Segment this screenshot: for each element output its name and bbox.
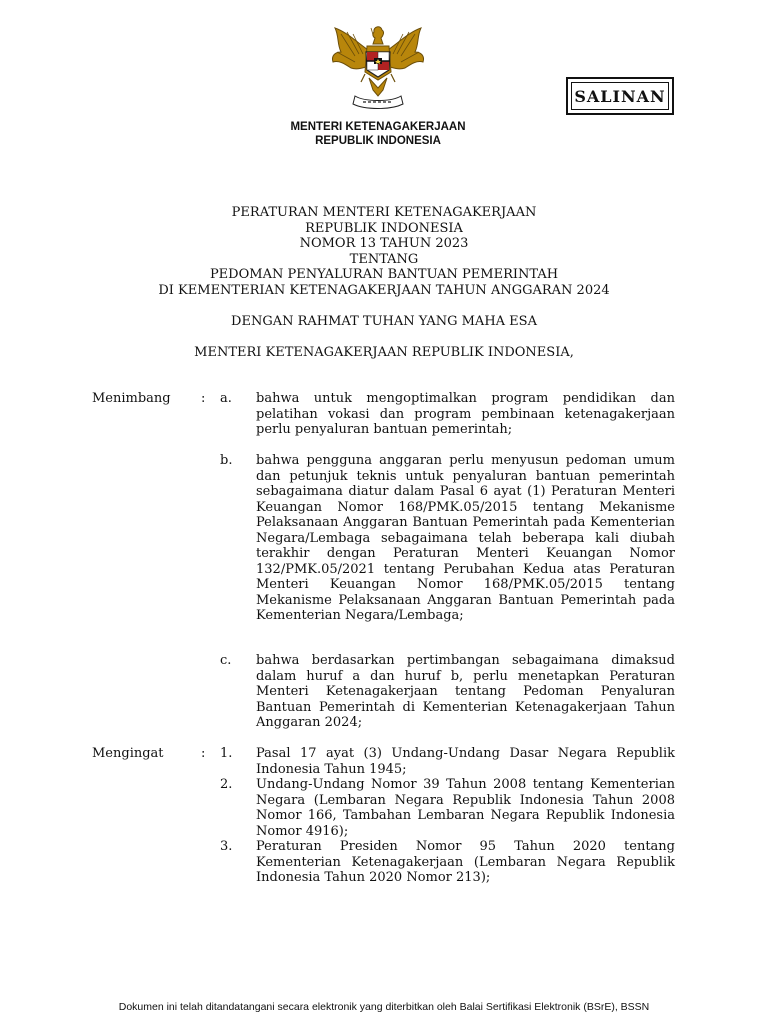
title-line-1: PERATURAN MENTERI KETENAGAKERJAAN bbox=[231, 205, 537, 220]
issuer-line: MENTERI KETENAGAKERJAAN REPUBLIK INDONESIA, bbox=[194, 345, 574, 360]
title-line-6: DI KEMENTERIAN KETENAGAKERJAAN TAHUN ANGGARAN 2024 bbox=[158, 282, 610, 298]
menimbang-item-a: bahwa untuk mengoptimalkan program pendidikan dan pelatihan vokasi dan program pembinaan ketenagakerjaan perlu penyaluran bantuan pemerintah; bbox=[256, 391, 675, 437]
ministry-line-2: REPUBLIK INDONESIA bbox=[315, 135, 441, 147]
mengingat-colon: : bbox=[201, 746, 206, 761]
e-signature-footer: Dokumen ini telah ditandatangani secara elektronik yang diterbitkan oleh Balai Sertifikasi Elektronik (BSrE), BSSN bbox=[118, 1001, 650, 1013]
stamp-text: SALINAN bbox=[574, 86, 666, 106]
menimbang-marker-b: b. bbox=[220, 453, 233, 468]
title-line-4: TENTANG bbox=[349, 251, 419, 267]
mengingat-label: Mengingat bbox=[92, 746, 164, 761]
title-line-3: NOMOR 13 TAHUN 2023 bbox=[299, 236, 469, 251]
mengingat-marker-2: 2. bbox=[220, 777, 233, 792]
menimbang-label: Menimbang bbox=[92, 391, 171, 406]
invocation: DENGAN RAHMAT TUHAN YANG MAHA ESA bbox=[231, 314, 537, 329]
menimbang-item-b: bahwa pengguna anggaran perlu menyusun pedoman umum dan petunjuk teknis untuk penyaluran bantuan pemerintah sebagaimana diatur dalam Pasal 6 ayat (1) Peraturan Menteri Keuangan Nomor 168/PMK.05/2015 tentang Mekanisme Pelaksanaan Anggaran Bantuan Pemerintah pada Kementerian Negara/Lembaga sebagaimana telah beberapa kali diubah terakhir dengan Peraturan Menteri Keuangan Nomor 132/PMK.05/2021 tentang Perubahan Kedua atas Peraturan Menteri Keuangan Nomor 168/PMK.05/2015 tentang Mekanisme Pelaksanaan Anggaran Bantuan Pemerintah pada Kementerian Negara/Lembaga; bbox=[256, 453, 675, 623]
ministry-line-1: MENTERI KETENAGAKERJAAN bbox=[290, 121, 466, 133]
salinan-stamp bbox=[566, 77, 674, 115]
title-line-2: REPUBLIK INDONESIA bbox=[305, 220, 463, 236]
mengingat-item-2: Undang-Undang Nomor 39 Tahun 2008 tentang Kementerian Negara (Lembaran Negara Republik Indonesia Tahun 2008 Nomor 166, Tambahan Lembaran Negara Republik Indonesia Nomor 4916); bbox=[256, 777, 675, 839]
mengingat-item-3: Peraturan Presiden Nomor 95 Tahun 2020 tentang Kementerian Ketenagakerjaan (Lembaran Negara Republik Indonesia Tahun 2020 Nomor 213); bbox=[256, 839, 675, 885]
garuda-emblem-icon bbox=[325, 22, 431, 114]
menimbang-colon: : bbox=[201, 391, 206, 406]
menimbang-marker-c: c. bbox=[220, 653, 232, 668]
mengingat-marker-1: 1. bbox=[220, 746, 233, 761]
menimbang-marker-a: a. bbox=[220, 391, 232, 406]
mengingat-marker-3: 3. bbox=[220, 839, 233, 854]
ministry-heading bbox=[260, 120, 496, 148]
regulation-title bbox=[80, 205, 688, 298]
menimbang-item-c: bahwa berdasarkan pertimbangan sebagaimana dimaksud dalam huruf a dan huruf b, perlu menetapkan Peraturan Menteri Ketenagakerjaan tentang Pedoman Penyaluran Bantuan Pemerintah di Kementerian Ketenagakerjaan Tahun Anggaran 2024; bbox=[256, 653, 675, 730]
mengingat-item-1: Pasal 17 ayat (3) Undang-Undang Dasar Negara Republik Indonesia Tahun 1945; bbox=[256, 746, 675, 777]
title-line-5: PEDOMAN PENYALURAN BANTUAN PEMERINTAH bbox=[209, 267, 559, 282]
